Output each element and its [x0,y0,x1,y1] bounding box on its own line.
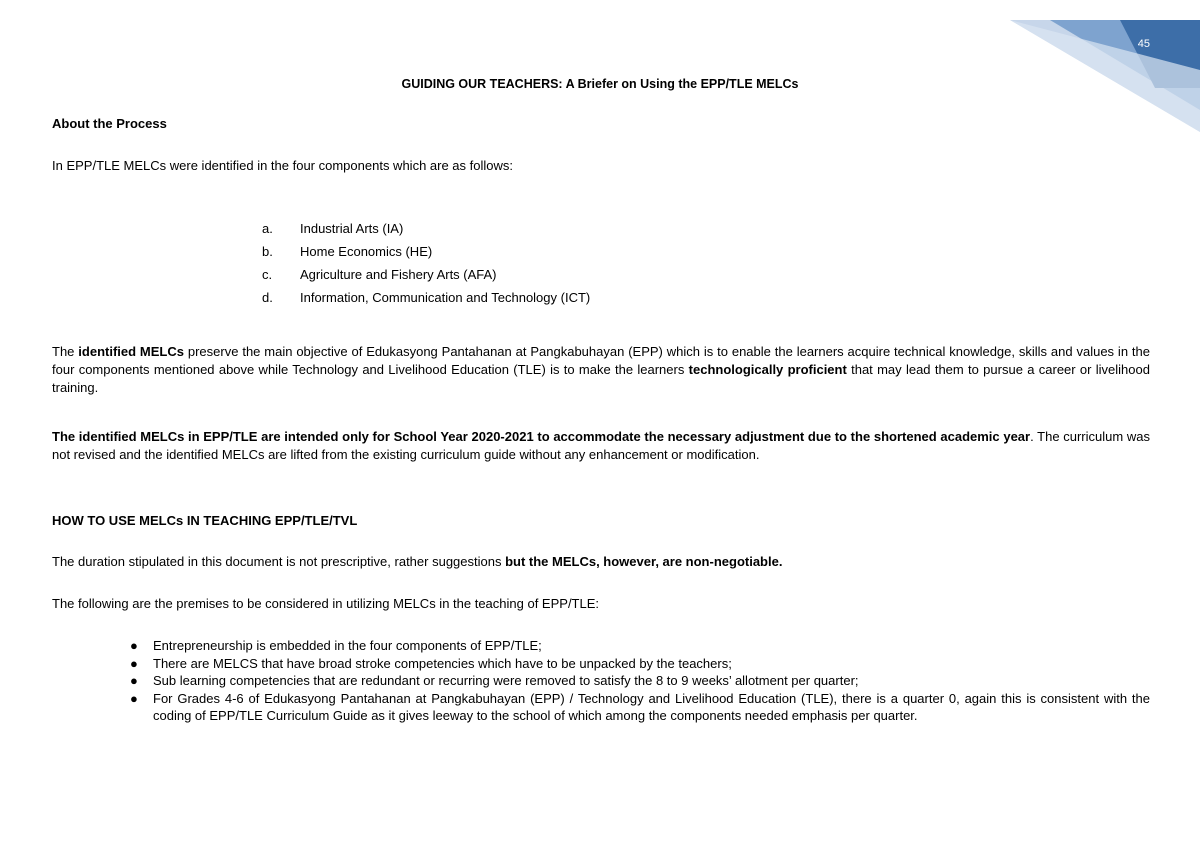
intro-paragraph: In EPP/TLE MELCs were identified in the four components which are as follows: [52,158,513,173]
list-item: b. Home Economics (HE) [262,244,433,259]
bullet-icon: ● [130,638,138,653]
bullet-icon: ● [130,655,138,671]
list-item: ● Entrepreneurship is embedded in the four components of EPP/TLE; [130,638,542,653]
document-title: GUIDING OUR TEACHERS: A Briefer on Using the EPP/TLE MELCs [401,77,799,91]
section-heading-how-to-use: HOW TO USE MELCs IN TEACHING EPP/TLE/TVL [52,513,358,528]
bullet-icon: ● [130,673,138,688]
list-item: ● There are MELCS that have broad stroke competencies which have to be unpacked by the teachers; [130,655,732,671]
list-item: a. Industrial Arts (IA) [262,221,404,236]
bullet-icon: ● [130,690,138,706]
list-item: ● For Grades 4-6 of Edukasyong Pantahanan at Pangkabuhayan (EPP) / Technology and Livelihood Education (TLE), there is a quarter 0, again this is consistent with the coding of EPP/TLE Curriculum Guide as it gives leeway to the school of which among the components needed emphasis per quarter. [130,690,1150,723]
premises-intro: The following are the premises to be considered in utilizing MELCs in the teaching of EPP/TLE: [52,596,600,611]
premises-list [130,637,1150,725]
section-heading-about: About the Process [52,116,167,131]
list-item: d. Information, Communication and Technology (ICT) [262,290,591,305]
page-number: 45 [1137,38,1150,50]
components-list [262,217,590,309]
school-year-paragraph: The identified MELCs in EPP/TLE are intended only for School Year 2020-2021 to accommodate the necessary adjustment due to the shortened academic year. The curriculum was not revised and the identified MELCs are lifted from the existing curriculum guide without any enhancement or modification. [52,429,1150,462]
list-item: c. Agriculture and Fishery Arts (AFA) [262,267,497,282]
duration-paragraph: The duration stipulated in this document is not prescriptive, rather suggestions but the MELCs, however, are non-negotiable. [52,554,783,569]
list-item: ● Sub learning competencies that are redundant or recurring were removed to satisfy the 8 to 9 weeks’ allotment per quarter; [130,673,859,688]
melcs-objective-paragraph: The identified MELCs preserve the main objective of Edukasyong Pantahanan at Pangkabuhayan (EPP) which is to enable the learners acquire technical knowledge, skills and values in the four components mentioned above while Technology and Livelihood Education (TLE) is to make the learners technologically proficient that may lead them to pursue a career or livelihood training. [52,344,1150,395]
